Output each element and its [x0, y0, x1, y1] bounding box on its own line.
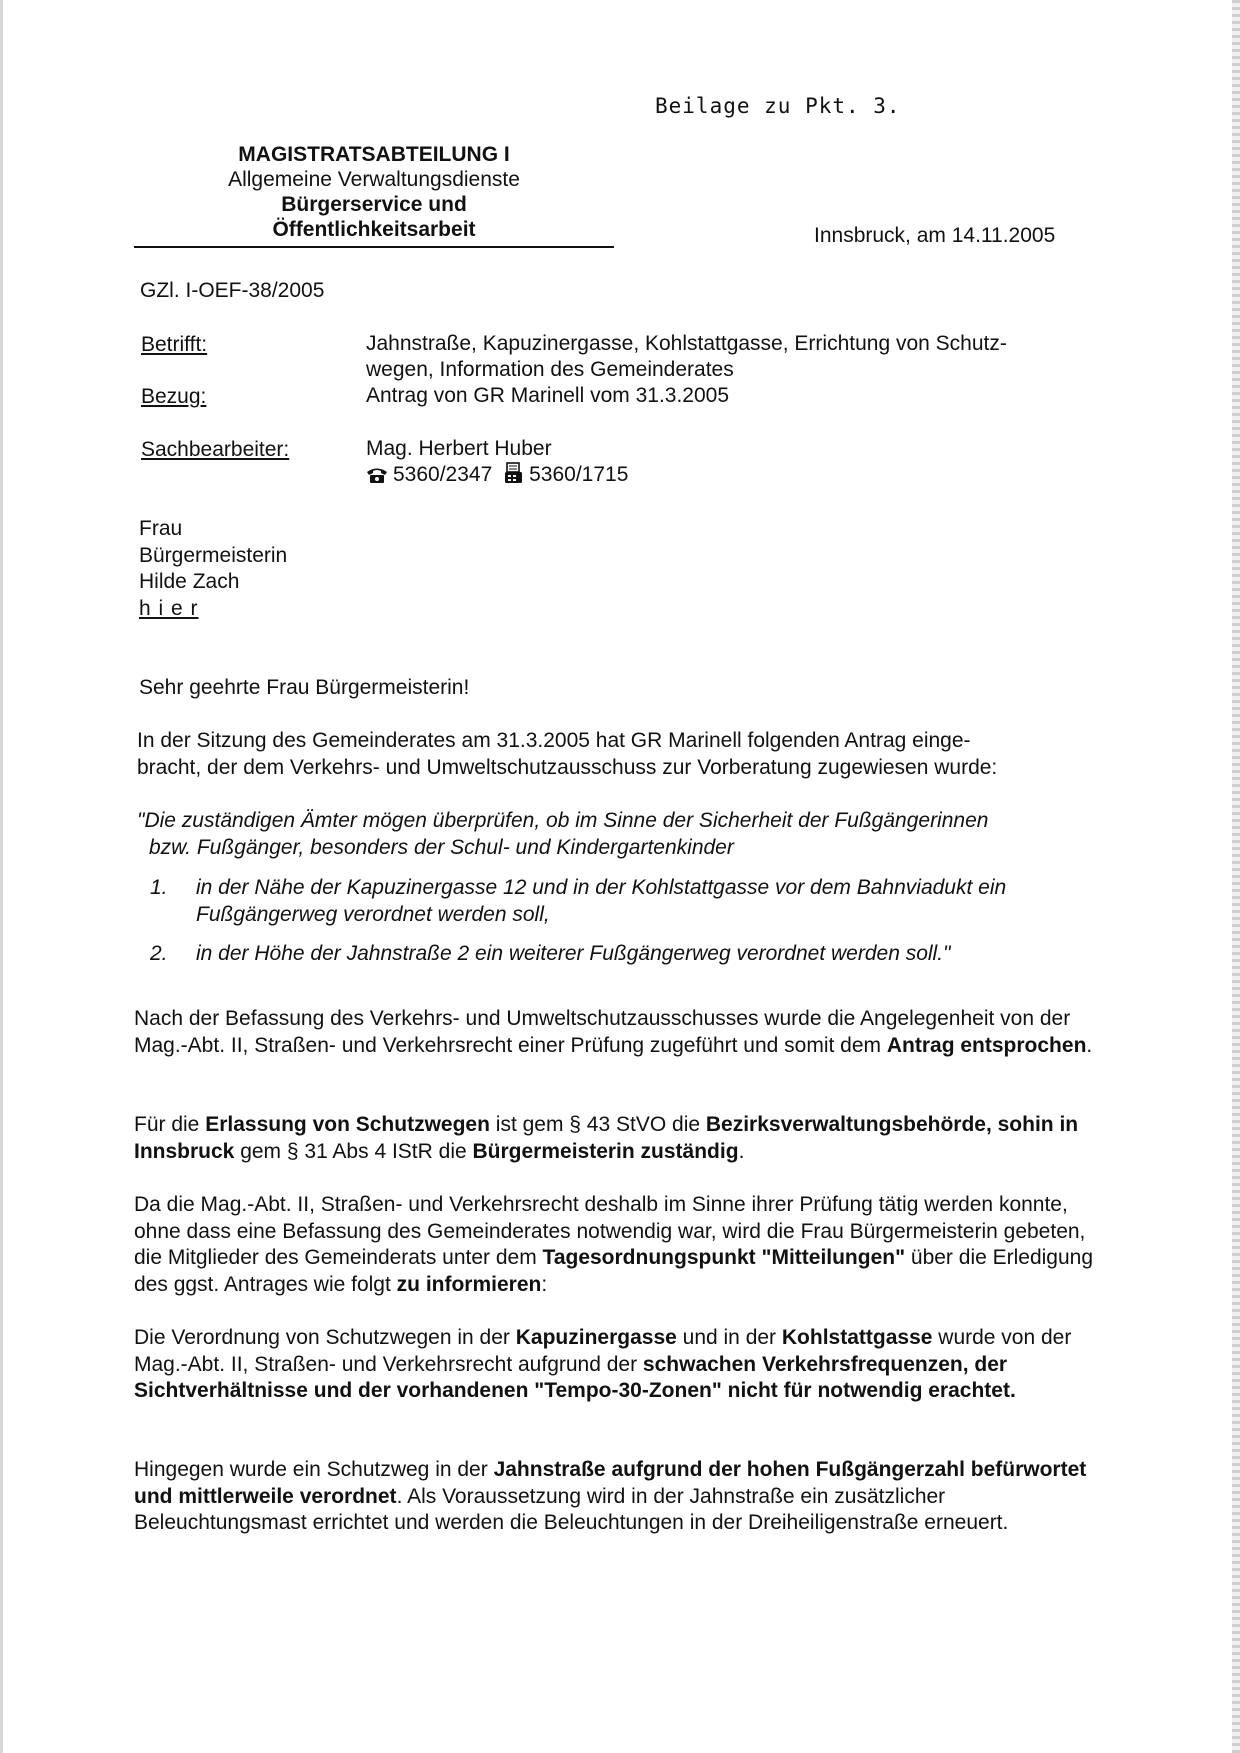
salutation: Sehr geehrte Frau Bürgermeisterin!: [139, 676, 470, 699]
quote-item: [150, 875, 1006, 928]
quote-item: [150, 941, 951, 968]
bezug-value: Antrag von GR Marinell vom 31.3.2005: [366, 384, 730, 407]
betrifft-line1: Jahnstraße, Kapuzinergasse, Kohlstattgasse, Errichtung von Schutz-: [366, 332, 1007, 355]
betrifft-value: [366, 331, 1007, 383]
department-unit-line1: Bürgerservice und: [281, 193, 467, 216]
recipient-block: [139, 516, 287, 622]
text-run-bold: Erlassung von Schutzwegen: [205, 1113, 490, 1136]
sachbearbeiter-label: Sachbearbeiter:: [141, 438, 290, 461]
betrifft-label: Betrifft:: [141, 333, 208, 356]
text-run: :: [541, 1272, 548, 1296]
motion-quote: [137, 808, 988, 861]
text-run-bold: Tagesordnungspunkt "Mitteilungen": [542, 1246, 906, 1269]
department-unit-line2: Öffentlichkeitsarbeit: [272, 218, 476, 241]
paragraph-review: [134, 1006, 1094, 1059]
phone-number: 5360/2347: [393, 463, 493, 486]
paragraph-intro: [137, 728, 997, 781]
text-run: ist gem § 43 StVO die: [489, 1113, 706, 1136]
telephone-icon: [366, 465, 388, 491]
paragraph-intro-line2: bracht, der dem Verkehrs- und Umweltschutzausschuss zur Vorberatung zugewiesen wurde:: [137, 755, 998, 779]
text-run: über die Erledigung des ggst. Antrages wie folgt: [134, 1246, 1094, 1296]
attachment-stamp: Beilage zu Pkt. 3.: [655, 94, 901, 118]
scan-edge-left: [0, 0, 3, 1753]
quote-item-line1: in der Nähe der Kapuzinergasse 12 und in der Kohlstattgasse vor dem Bahnviadukt ein: [196, 876, 1007, 899]
paragraph-competence: [134, 1112, 1094, 1165]
bezug-label: Bezug:: [141, 385, 207, 408]
department-subtitle: Allgemeine Verwaltungsdienste: [228, 168, 520, 191]
file-number: GZl. I-OEF-38/2005: [140, 279, 325, 302]
text-run: und in der: [676, 1326, 782, 1349]
sachbearbeiter-name: Mag. Herbert Huber: [366, 437, 552, 460]
quote-item-number: 2.: [150, 942, 168, 965]
place-date: Innsbruck, am 14.11.2005: [814, 224, 1056, 247]
header-rule: [134, 246, 614, 248]
text-run-bold: Kapuzinergasse: [515, 1326, 677, 1349]
recipient-location: h i e r: [139, 596, 199, 620]
department-name: MAGISTRATSABTEILUNG I: [238, 143, 510, 166]
recipient-title: Bürgermeisterin: [139, 543, 288, 567]
paragraph-request: [134, 1192, 1094, 1298]
betrifft-line2: wegen, Information des Gemeinderates: [366, 358, 734, 381]
text-run: . Als Voraussetzung wird in der Jahnstraße ein zusätzlicher Beleuchtungsmast errichtet und werden die Beleuchtungen in der Dreiheiligenstraße erneuert.: [134, 1484, 1009, 1534]
quote-line2: bzw. Fußgänger, besonders der Schul- und Kindergartenkinder: [149, 835, 734, 859]
text-run: Nach der Befassung des Verkehrs- und Umweltschutzausschusses wurde die Angelegenheit von der Mag.-Abt. II, Straßen- und Verkehrsrecht einer Prüfung zugeführt und somit dem: [134, 1007, 1071, 1057]
fax-number: 5360/1715: [529, 463, 629, 486]
sachbearbeiter-value: [366, 436, 628, 491]
text-run-bold: Jahnstraße aufgrund der hohen Fußgängerzahl befürwortet und mittlerweile verordnet: [134, 1458, 1087, 1508]
contact-line: [366, 462, 628, 491]
text-run-bold: schwachen Verkehrsfrequenzen, der Sichtverhältnisse und der vorhandenen "Tempo-30-Zonen" nicht für notwendig erachtet.: [134, 1352, 1016, 1402]
text-run: Hingegen wurde ein Schutzweg in der: [134, 1458, 494, 1481]
fax-icon: [504, 462, 524, 491]
quote-item-line1: in der Höhe der Jahnstraße 2 ein weiterer Fußgängerweg verordnet werden soll.": [196, 942, 951, 965]
text-run: gem § 31 Abs 4 IStR die: [234, 1139, 473, 1163]
paragraph-intro-line1: In der Sitzung des Gemeinderates am 31.3.2005 hat GR Marinell folgenden Antrag einge-: [137, 729, 971, 752]
text-run: Die Verordnung von Schutzwegen in der: [134, 1326, 516, 1349]
text-run-bold: Antrag entsprochen: [886, 1033, 1087, 1057]
quote-item-number: 1.: [150, 876, 168, 899]
text-run-bold: Kohlstattgasse: [781, 1326, 933, 1349]
text-run-bold: Bezirksverwaltungsbehörde, sohin in Innsbruck: [134, 1113, 1079, 1163]
text-run: Für die: [134, 1113, 206, 1136]
text-run-bold: Bürgermeisterin zuständig: [472, 1139, 739, 1163]
text-run-bold: zu informieren: [396, 1272, 542, 1296]
recipient-name: Hilde Zach: [139, 570, 240, 593]
text-run: .: [1086, 1033, 1093, 1057]
recipient-salutation: Frau: [139, 517, 183, 540]
text-run: Da die Mag.-Abt. II, Straßen- und Verkehrsrecht deshalb im Sinne ihrer Prüfung tätig werden konnte, ohne dass eine Befassung des Gemeinderates notwendig war, wird die Frau Bürgermeisterin gebeten, die Mitglieder des Gemeinderats unter dem: [134, 1193, 1086, 1269]
paragraph-decision: [134, 1325, 1094, 1405]
text-run: wurde von der Mag.-Abt. II, Straßen- und Verkehrsrecht aufgrund der: [134, 1326, 1072, 1376]
quote-item-line2: Fußgängerweg verordnet werden soll,: [196, 902, 550, 926]
quote-line1: "Die zuständigen Ämter mögen überprüfen, ob im Sinne der Sicherheit der Fußgängerinnen: [137, 809, 989, 832]
paragraph-result: [134, 1457, 1094, 1537]
text-run: .: [738, 1139, 745, 1163]
department-header: [134, 142, 614, 242]
scan-edge-right: [1232, 0, 1240, 1753]
